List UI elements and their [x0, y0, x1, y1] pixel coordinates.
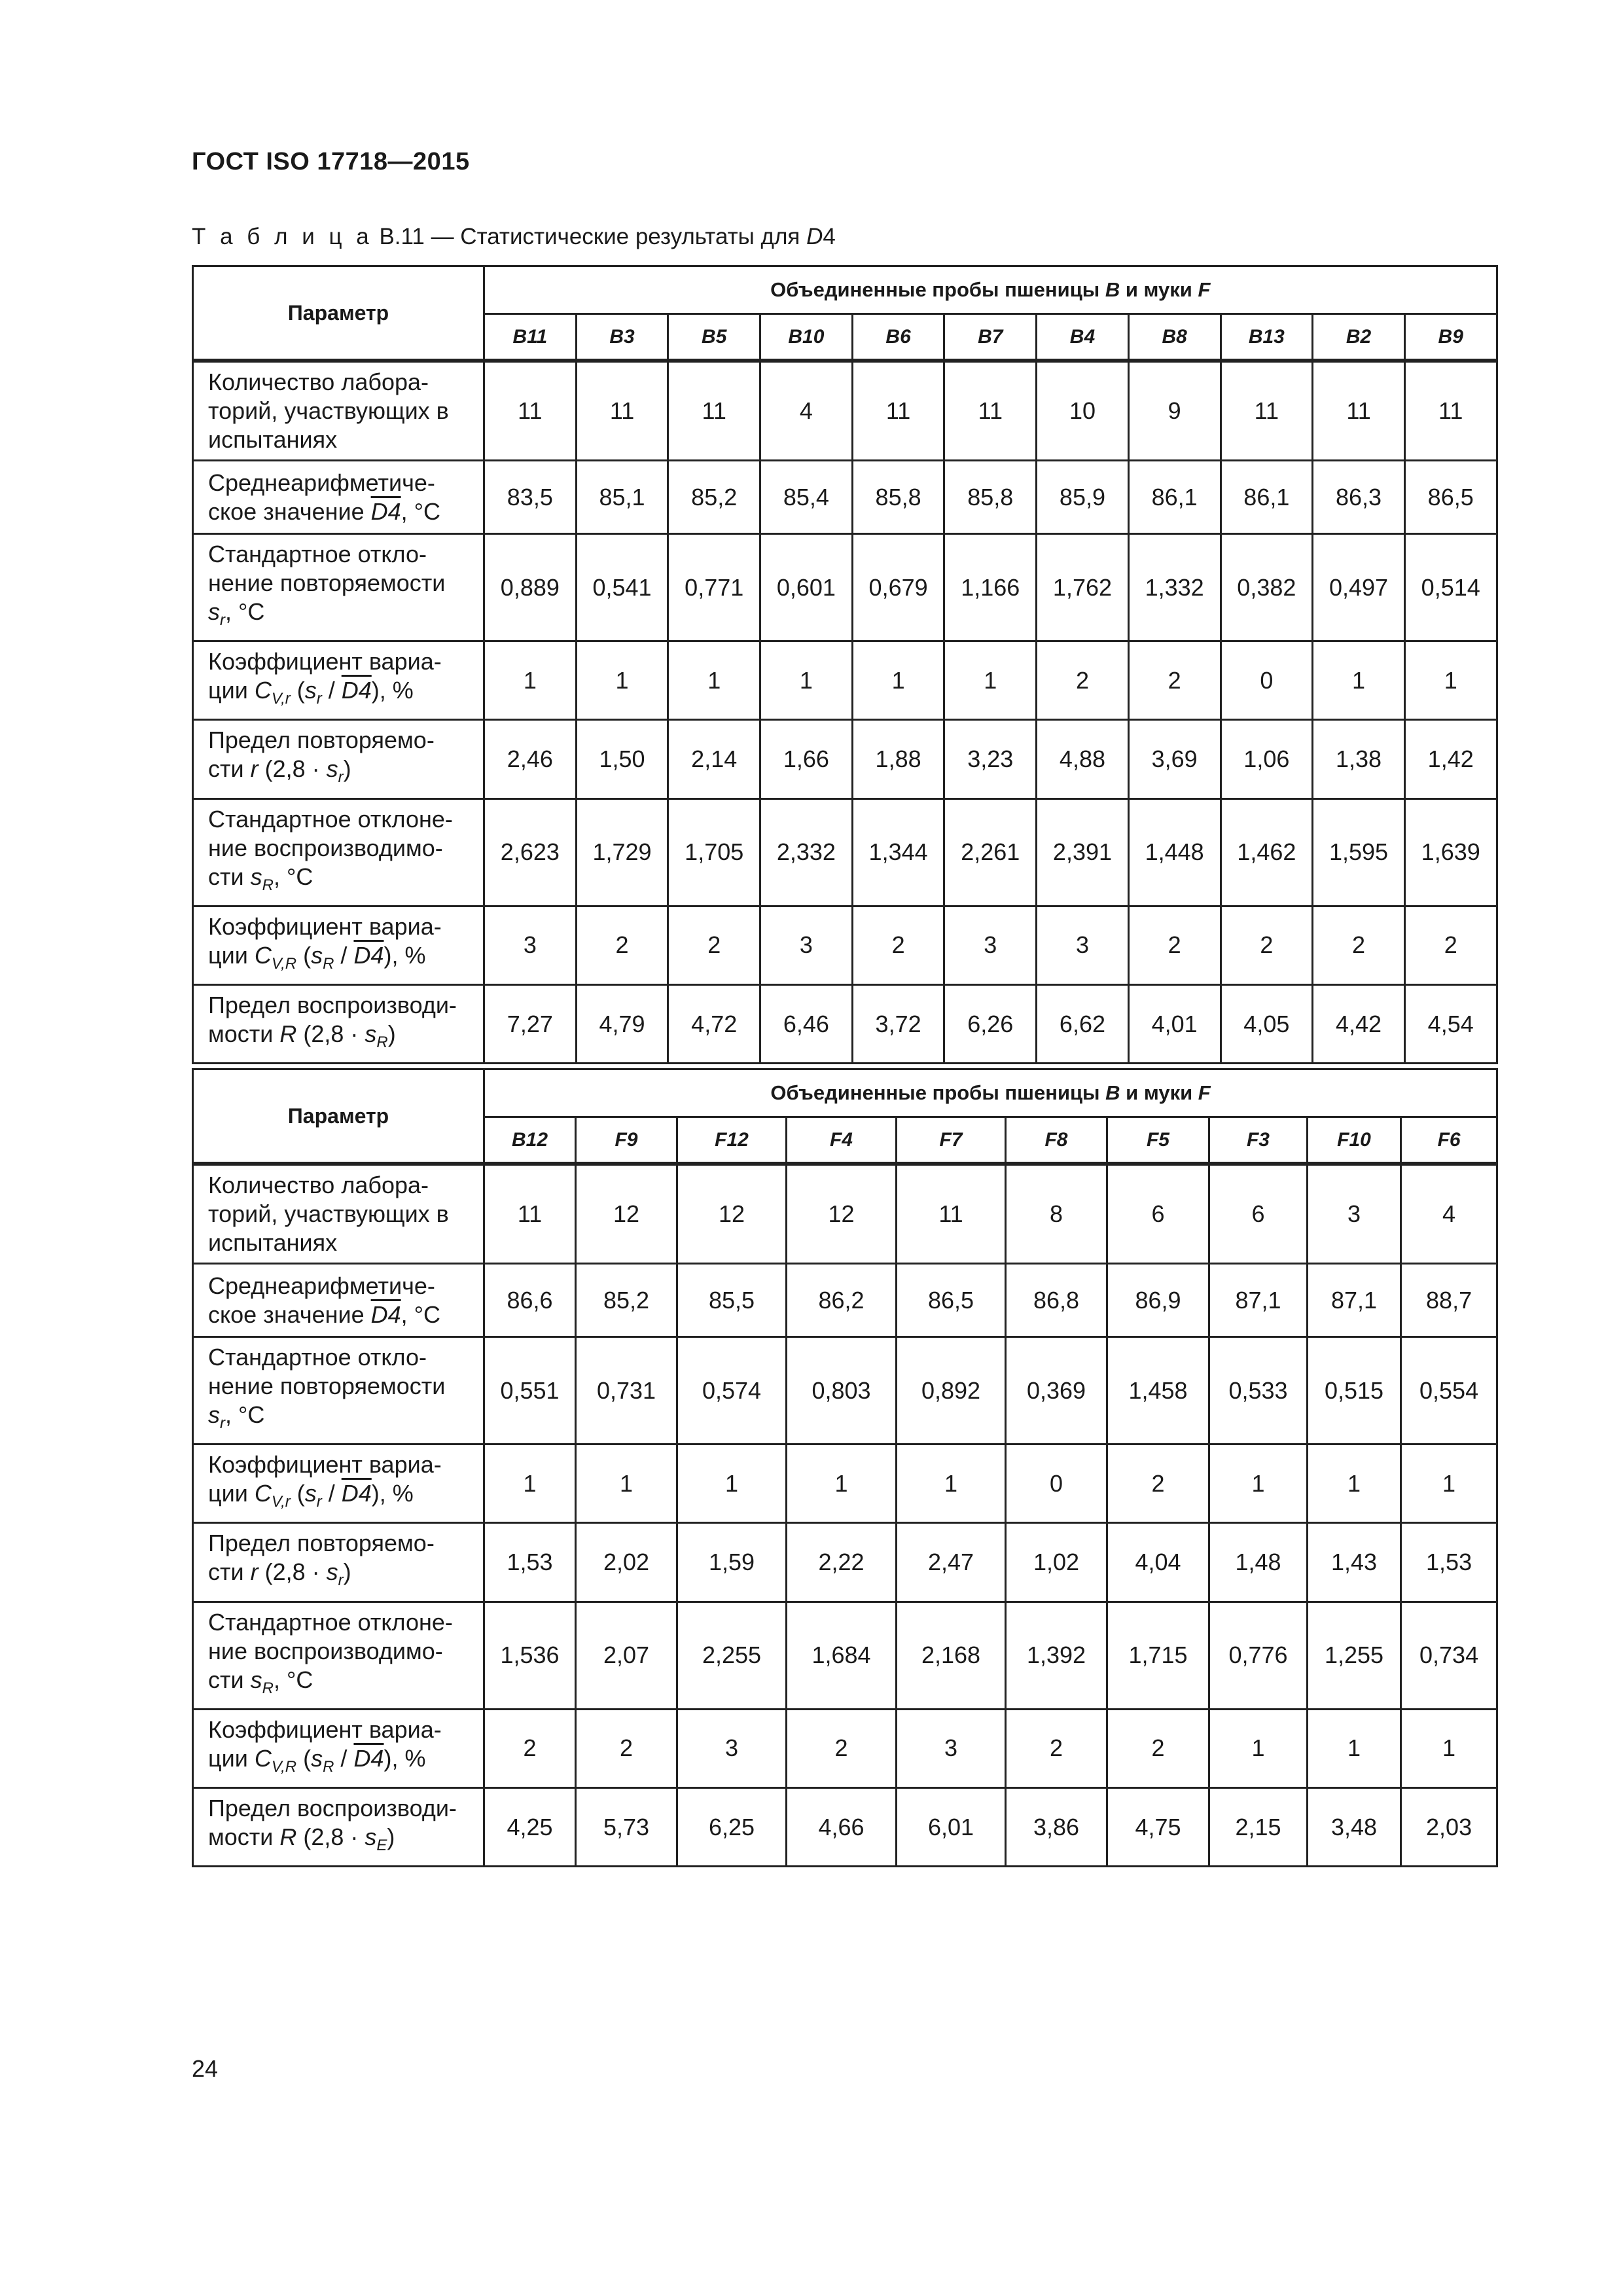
parameter-label: Количество лабора- торий, участвующих в испытаниях — [193, 361, 484, 461]
mean-row — [193, 1264, 1497, 1337]
value-cell: 0,734 — [1401, 1602, 1497, 1709]
value-cell: 0,514 — [1404, 534, 1497, 641]
sample-code-header: F8 — [1006, 1117, 1107, 1164]
value-cell: 2 — [1221, 906, 1313, 984]
value-cell: 0 — [1221, 641, 1313, 720]
value-cell: 1,88 — [852, 720, 944, 798]
value-cell: 4,54 — [1404, 984, 1497, 1063]
value-cell: 11 — [1404, 361, 1497, 461]
value-cell: 12 — [787, 1164, 897, 1264]
value-cell: 6,62 — [1037, 984, 1129, 1063]
repeatability-limit-row — [193, 720, 1497, 798]
cv-repeatability-row — [193, 1444, 1497, 1523]
value-cell: 4,01 — [1128, 984, 1221, 1063]
value-cell: 1,684 — [787, 1602, 897, 1709]
param-header: Параметр — [193, 1069, 484, 1164]
value-cell: 85,2 — [668, 461, 760, 534]
value-cell: 85,9 — [1037, 461, 1129, 534]
value-cell: 2,168 — [897, 1602, 1006, 1709]
value-cell: 2 — [1037, 641, 1129, 720]
value-cell: 0,771 — [668, 534, 760, 641]
value-cell: 0,533 — [1209, 1337, 1308, 1444]
labs-count-row — [193, 1164, 1497, 1264]
value-cell: 2,623 — [484, 798, 577, 906]
value-cell: 3 — [897, 1709, 1006, 1787]
parameter-label: Стандартное откло- нение повторяемости $s_r$, °C — [193, 534, 484, 641]
value-cell: 0,889 — [484, 534, 577, 641]
parameter-label: Среднеарифметиче- ское значение D4, °C — [193, 1264, 484, 1337]
caption-var: D — [806, 224, 823, 249]
sample-code-header: B10 — [760, 314, 853, 361]
value-cell: 2 — [1107, 1709, 1209, 1787]
page-number: 24 — [192, 2055, 219, 2082]
parameter-label: Количество лабора- торий, участвующих в испытаниях — [193, 1164, 484, 1264]
value-cell: 11 — [944, 361, 1037, 461]
value-cell: 1 — [484, 1444, 576, 1523]
value-cell: 3 — [484, 906, 577, 984]
value-cell: 1,48 — [1209, 1523, 1308, 1602]
value-cell: 2,22 — [787, 1523, 897, 1602]
value-cell: 87,1 — [1308, 1264, 1401, 1337]
value-cell: 1 — [1209, 1709, 1308, 1787]
value-cell: 0,551 — [484, 1337, 576, 1444]
value-cell: 2,332 — [760, 798, 853, 906]
value-cell: 1,458 — [1107, 1337, 1209, 1444]
value-cell: 2 — [1107, 1444, 1209, 1523]
labs-count-row — [193, 361, 1497, 461]
value-cell: 1,595 — [1313, 798, 1405, 906]
value-cell: 11 — [897, 1164, 1006, 1264]
value-cell: 12 — [677, 1164, 787, 1264]
value-cell: 6 — [1209, 1164, 1308, 1264]
value-cell: 0,803 — [787, 1337, 897, 1444]
value-cell: 85,2 — [576, 1264, 677, 1337]
repeatability-sd-row — [193, 534, 1497, 641]
value-cell: 4,04 — [1107, 1523, 1209, 1602]
sample-code-header: F6 — [1401, 1117, 1497, 1164]
value-cell: 4 — [1401, 1164, 1497, 1264]
sample-code-header: B7 — [944, 314, 1037, 361]
value-cell: 1 — [1308, 1709, 1401, 1787]
value-cell: 2,15 — [1209, 1787, 1308, 1866]
value-cell: 1 — [1401, 1709, 1497, 1787]
value-cell: 1,705 — [668, 798, 760, 906]
value-cell: 86,6 — [484, 1264, 576, 1337]
value-cell: 86,1 — [1128, 461, 1221, 534]
value-cell: 87,1 — [1209, 1264, 1308, 1337]
value-cell: 5,73 — [576, 1787, 677, 1866]
value-cell: 2,14 — [668, 720, 760, 798]
sample-code-header: B4 — [1037, 314, 1129, 361]
results-table-1 — [192, 265, 1498, 1064]
value-cell: 1,02 — [1006, 1523, 1107, 1602]
reproducibility-limit-row — [193, 1787, 1497, 1866]
value-cell: 1 — [1404, 641, 1497, 720]
value-cell: 86,3 — [1313, 461, 1405, 534]
value-cell: 1,66 — [760, 720, 853, 798]
value-cell: 3 — [1308, 1164, 1401, 1264]
sample-code-header: B8 — [1128, 314, 1221, 361]
sample-code-header: F10 — [1308, 1117, 1401, 1164]
value-cell: 4,72 — [668, 984, 760, 1063]
value-cell: 2 — [576, 1709, 677, 1787]
reproducibility-limit-row — [193, 984, 1497, 1063]
value-cell: 11 — [852, 361, 944, 461]
sample-code-header: F4 — [787, 1117, 897, 1164]
value-cell: 1 — [852, 641, 944, 720]
value-cell: 2,46 — [484, 720, 577, 798]
sample-code-header: F5 — [1107, 1117, 1209, 1164]
param-header: Параметр — [193, 266, 484, 361]
value-cell: 0 — [1006, 1444, 1107, 1523]
reproducibility-sd-row — [193, 1602, 1497, 1709]
parameter-label: Стандартное откло- нение повторяемости $s_r$, °C — [193, 1337, 484, 1444]
value-cell: 2 — [668, 906, 760, 984]
value-cell: 86,5 — [897, 1264, 1006, 1337]
value-cell: 1,59 — [677, 1523, 787, 1602]
parameter-label: Коэффициент вариа- ции $C_{V,R}$ $(s_R / D4)$, % — [193, 906, 484, 984]
parameter-label: Предел повторяемо- сти r $(2,8 \cdot s_r)$ — [193, 720, 484, 798]
value-cell: 4,42 — [1313, 984, 1405, 1063]
value-cell: 0,554 — [1401, 1337, 1497, 1444]
value-cell: 1 — [1401, 1444, 1497, 1523]
value-cell: 85,4 — [760, 461, 853, 534]
sample-code-header: B11 — [484, 314, 577, 361]
value-cell: 11 — [668, 361, 760, 461]
sample-code-header: F9 — [576, 1117, 677, 1164]
value-cell: 2 — [1313, 906, 1405, 984]
value-cell: 4,05 — [1221, 984, 1313, 1063]
value-cell: 2 — [852, 906, 944, 984]
sample-code-header: B12 — [484, 1117, 576, 1164]
document-header: ГОСТ ISO 17718—2015 — [192, 148, 470, 175]
sample-code-header: F7 — [897, 1117, 1006, 1164]
value-cell: 6,25 — [677, 1787, 787, 1866]
value-cell: 6,26 — [944, 984, 1037, 1063]
value-cell: 3,69 — [1128, 720, 1221, 798]
value-cell: 2,02 — [576, 1523, 677, 1602]
value-cell: 86,2 — [787, 1264, 897, 1337]
parameter-label: Стандартное отклоне- ние воспроизводимо- сти $s_R$, °C — [193, 1602, 484, 1709]
sample-code-header: B2 — [1313, 314, 1405, 361]
value-cell: 2 — [484, 1709, 576, 1787]
value-cell: 0,515 — [1308, 1337, 1401, 1444]
table-caption — [192, 224, 836, 250]
value-cell: 3,23 — [944, 720, 1037, 798]
value-cell: 85,8 — [852, 461, 944, 534]
value-cell: 11 — [1313, 361, 1405, 461]
value-cell: 1 — [1308, 1444, 1401, 1523]
value-cell: 2 — [1006, 1709, 1107, 1787]
value-cell: 1 — [760, 641, 853, 720]
sample-code-header: B13 — [1221, 314, 1313, 361]
value-cell: 85,5 — [677, 1264, 787, 1337]
caption-num: 4 — [823, 224, 836, 249]
value-cell: 8 — [1006, 1164, 1107, 1264]
value-cell: 1,53 — [484, 1523, 576, 1602]
value-cell: 1,448 — [1128, 798, 1221, 906]
value-cell: 86,9 — [1107, 1264, 1209, 1337]
value-cell: 3 — [944, 906, 1037, 984]
value-cell: 0,369 — [1006, 1337, 1107, 1444]
value-cell: 4,75 — [1107, 1787, 1209, 1866]
value-cell: 11 — [484, 361, 577, 461]
value-cell: 3,48 — [1308, 1787, 1401, 1866]
value-cell: 2 — [1404, 906, 1497, 984]
value-cell: 1 — [787, 1444, 897, 1523]
value-cell: 2,261 — [944, 798, 1037, 906]
value-cell: 6 — [1107, 1164, 1209, 1264]
value-cell: 2,391 — [1037, 798, 1129, 906]
parameter-label: Коэффициент вариа- ции $C_{V,r}$ $(s_r / D4)$, % — [193, 1444, 484, 1523]
value-cell: 3 — [677, 1709, 787, 1787]
value-cell: 11 — [576, 361, 668, 461]
value-cell: 1,715 — [1107, 1602, 1209, 1709]
value-cell: 1,50 — [576, 720, 668, 798]
sample-code-header: B5 — [668, 314, 760, 361]
value-cell: 86,1 — [1221, 461, 1313, 534]
value-cell: 12 — [576, 1164, 677, 1264]
value-cell: 1 — [897, 1444, 1006, 1523]
sample-code-header: F3 — [1209, 1117, 1308, 1164]
value-cell: 1 — [677, 1444, 787, 1523]
value-cell: 3,86 — [1006, 1787, 1107, 1866]
value-cell: 2 — [1128, 641, 1221, 720]
parameter-label: Среднеарифметиче- ское значение D4, °C — [193, 461, 484, 534]
value-cell: 1,639 — [1404, 798, 1497, 906]
parameter-label: Стандартное отклоне- ние воспроизводимо- сти $s_R$, °C — [193, 798, 484, 906]
value-cell: 0,776 — [1209, 1602, 1308, 1709]
value-cell: 1,462 — [1221, 798, 1313, 906]
value-cell: 85,8 — [944, 461, 1037, 534]
value-cell: 1 — [944, 641, 1037, 720]
value-cell: 1 — [484, 641, 577, 720]
value-cell: 0,574 — [677, 1337, 787, 1444]
sample-code-header: B6 — [852, 314, 944, 361]
cv-reproducibility-row — [193, 906, 1497, 984]
value-cell: 2,03 — [1401, 1787, 1497, 1866]
value-cell: 4,25 — [484, 1787, 576, 1866]
caption-prefix: Т а б л и ц а — [192, 224, 373, 249]
value-cell: 2 — [576, 906, 668, 984]
value-cell: 11 — [1221, 361, 1313, 461]
value-cell: 0,541 — [576, 534, 668, 641]
value-cell: 1,166 — [944, 534, 1037, 641]
cv-repeatability-row — [193, 641, 1497, 720]
value-cell: 1,762 — [1037, 534, 1129, 641]
value-cell: 1 — [668, 641, 760, 720]
value-cell: 3,72 — [852, 984, 944, 1063]
repeatability-sd-row — [193, 1337, 1497, 1444]
value-cell: 0,601 — [760, 534, 853, 641]
value-cell: 1,06 — [1221, 720, 1313, 798]
value-cell: 2,07 — [576, 1602, 677, 1709]
value-cell: 0,382 — [1221, 534, 1313, 641]
value-cell: 88,7 — [1401, 1264, 1497, 1337]
value-cell: 1,344 — [852, 798, 944, 906]
sample-code-header: B3 — [576, 314, 668, 361]
value-cell: 1,255 — [1308, 1602, 1401, 1709]
value-cell: 1,53 — [1401, 1523, 1497, 1602]
value-cell: 9 — [1128, 361, 1221, 461]
value-cell: 1 — [1209, 1444, 1308, 1523]
value-cell: 1,392 — [1006, 1602, 1107, 1709]
results-table-2 — [192, 1068, 1498, 1867]
value-cell: 3 — [760, 906, 853, 984]
value-cell: 0,679 — [852, 534, 944, 641]
value-cell: 2,47 — [897, 1523, 1006, 1602]
value-cell: 86,5 — [1404, 461, 1497, 534]
value-cell: 2 — [787, 1709, 897, 1787]
value-cell: 1,332 — [1128, 534, 1221, 641]
value-cell: 4,88 — [1037, 720, 1129, 798]
repeatability-limit-row — [193, 1523, 1497, 1602]
value-cell: 86,8 — [1006, 1264, 1107, 1337]
value-cell: 6,46 — [760, 984, 853, 1063]
caption-text: В.11 — Статистические результаты для — [372, 224, 807, 249]
value-cell: 1,38 — [1313, 720, 1405, 798]
reproducibility-sd-row — [193, 798, 1497, 906]
parameter-label: Предел воспроизводи- мости R $(2,8 \cdot s_R)$ — [193, 984, 484, 1063]
value-cell: 10 — [1037, 361, 1129, 461]
parameter-label: Предел воспроизводи- мости R $(2,8 \cdot s_E)$ — [193, 1787, 484, 1866]
value-cell: 85,1 — [576, 461, 668, 534]
group-header: Объединенные пробы пшеницы B и муки F — [484, 266, 1497, 314]
value-cell: 0,892 — [897, 1337, 1006, 1444]
sample-code-header: F12 — [677, 1117, 787, 1164]
sample-code-header: B9 — [1404, 314, 1497, 361]
value-cell: 1,536 — [484, 1602, 576, 1709]
mean-row — [193, 461, 1497, 534]
value-cell: 4,79 — [576, 984, 668, 1063]
value-cell: 4 — [760, 361, 853, 461]
value-cell: 1 — [576, 641, 668, 720]
value-cell: 0,731 — [576, 1337, 677, 1444]
value-cell: 1,42 — [1404, 720, 1497, 798]
value-cell: 1,43 — [1308, 1523, 1401, 1602]
value-cell: 1,729 — [576, 798, 668, 906]
value-cell: 83,5 — [484, 461, 577, 534]
value-cell: 1 — [576, 1444, 677, 1523]
value-cell: 2,255 — [677, 1602, 787, 1709]
parameter-label: Предел повторяемо- сти r $(2,8 \cdot s_r)$ — [193, 1523, 484, 1602]
group-header: Объединенные пробы пшеницы B и муки F — [484, 1069, 1497, 1117]
parameter-label: Коэффициент вариа- ции $C_{V,r}$ $(s_r / D4)$, % — [193, 641, 484, 720]
value-cell: 3 — [1037, 906, 1129, 984]
value-cell: 2 — [1128, 906, 1221, 984]
value-cell: 4,66 — [787, 1787, 897, 1866]
parameter-label: Коэффициент вариа- ции $C_{V,R}$ $(s_R / D4)$, % — [193, 1709, 484, 1787]
value-cell: 1 — [1313, 641, 1405, 720]
value-cell: 6,01 — [897, 1787, 1006, 1866]
cv-reproducibility-row — [193, 1709, 1497, 1787]
value-cell: 0,497 — [1313, 534, 1405, 641]
value-cell: 7,27 — [484, 984, 577, 1063]
value-cell: 11 — [484, 1164, 576, 1264]
